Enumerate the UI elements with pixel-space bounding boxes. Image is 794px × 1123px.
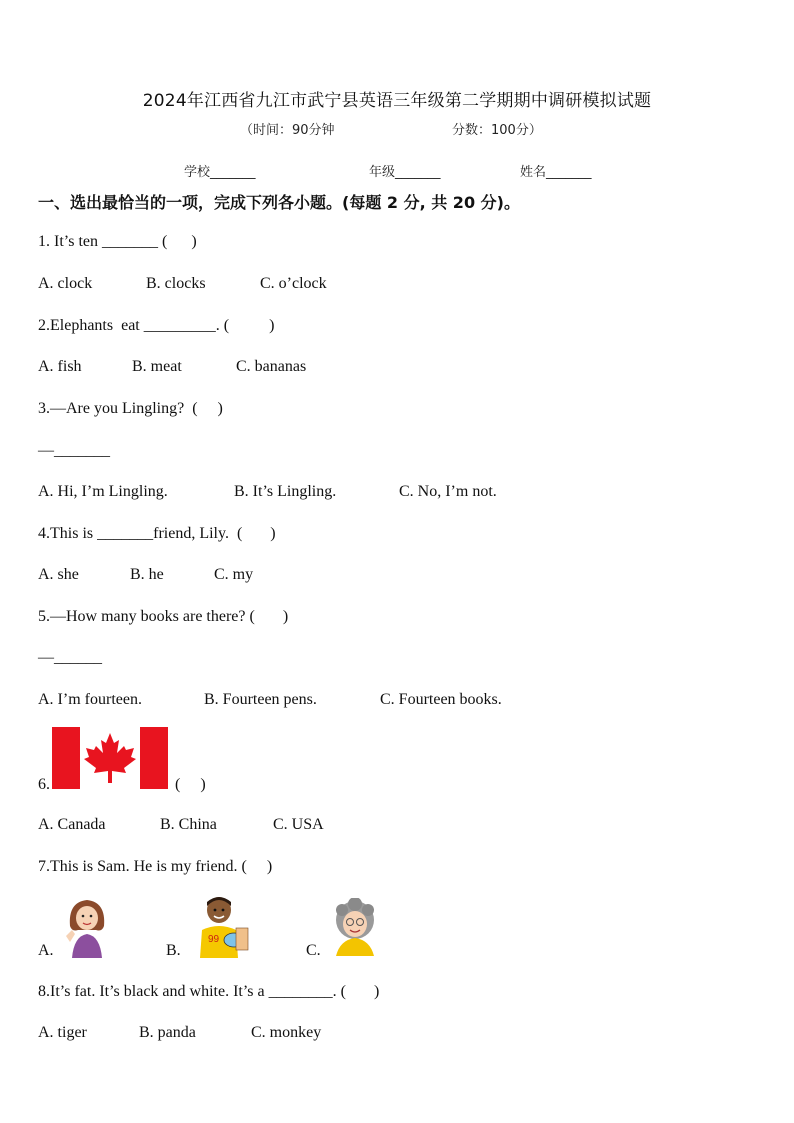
q3-answer-line: —_______ bbox=[38, 442, 110, 459]
question-3: 3.—Are you Lingling? ( ) bbox=[38, 400, 223, 417]
exam-score: 分数：100分） bbox=[452, 123, 542, 138]
q4-option-c: C. my bbox=[214, 566, 254, 583]
q1-option-c: C. o’clock bbox=[260, 275, 327, 292]
q6-option-b: B. China bbox=[160, 816, 217, 833]
school-field: 学校_______ bbox=[184, 165, 256, 180]
q3-option-b: B. It’s Lingling. bbox=[234, 483, 337, 500]
q3-option-c: C. No, I’m not. bbox=[399, 483, 497, 500]
grade-field: 年级_______ bbox=[369, 165, 441, 180]
question-1: 1. It’s ten _______ ( ) bbox=[38, 233, 197, 250]
q6-option-a: A. Canada bbox=[38, 816, 106, 833]
exam-time: （时间：90分钟 bbox=[240, 123, 335, 138]
question-6-blank: ( ) bbox=[175, 776, 206, 793]
question-7: 7.This is Sam. He is my friend. ( ) bbox=[38, 858, 273, 875]
svg-text:99: 99 bbox=[208, 934, 220, 945]
q4-option-a: A. she bbox=[38, 566, 79, 583]
q8-option-b: B. panda bbox=[139, 1024, 196, 1041]
q2-option-b: B. meat bbox=[132, 358, 182, 375]
question-4: 4.This is _______friend, Lily. ( ) bbox=[38, 525, 276, 542]
grandma-picture bbox=[330, 898, 380, 956]
q7-option-a: A. bbox=[38, 942, 54, 959]
name-field: 姓名_______ bbox=[520, 165, 592, 180]
boy-football-picture bbox=[192, 894, 250, 958]
q7-option-c: C. bbox=[306, 942, 321, 959]
q5-option-a: A. I’m fourteen. bbox=[38, 691, 142, 708]
section-heading: 一、选出最恰当的一项，完成下列各小题。(每题 2 分, 共 20 分)。 bbox=[38, 193, 520, 212]
question-2: 2.Elephants eat _________. ( ) bbox=[38, 317, 275, 334]
q4-option-b: B. he bbox=[130, 566, 164, 583]
q8-option-a: A. tiger bbox=[38, 1024, 87, 1041]
q5-option-b: B. Fourteen pens. bbox=[204, 691, 317, 708]
q3-option-a: A. Hi, I’m Lingling. bbox=[38, 483, 168, 500]
q5-option-c: C. Fourteen books. bbox=[380, 691, 502, 708]
q7-option-b: B. bbox=[166, 942, 181, 959]
q8-option-c: C. monkey bbox=[251, 1024, 322, 1041]
question-5: 5.—How many books are there? ( ) bbox=[38, 608, 289, 625]
question-8: 8.It’s fat. It’s black and white. It’s a ________. ( ) bbox=[38, 983, 380, 1000]
question-6-number: 6. bbox=[38, 776, 50, 793]
q2-option-c: C. bananas bbox=[236, 358, 307, 375]
exam-title: 2024年江西省九江市武宁县英语三年级第二学期期中调研模拟试题 bbox=[142, 91, 652, 111]
q6-option-c: C. USA bbox=[273, 816, 324, 833]
q5-answer-line: —______ bbox=[38, 649, 102, 666]
girl-picture bbox=[62, 896, 112, 958]
q1-option-a: A. clock bbox=[38, 275, 93, 292]
q1-option-b: B. clocks bbox=[146, 275, 206, 292]
q2-option-a: A. fish bbox=[38, 358, 82, 375]
canada-flag-image bbox=[52, 727, 168, 789]
